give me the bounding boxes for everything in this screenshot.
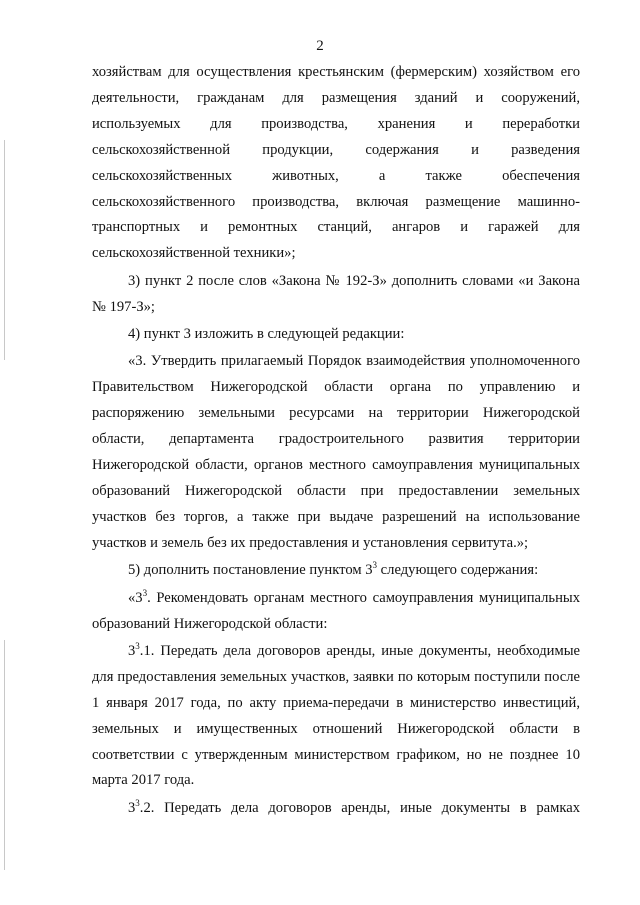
superscript: 3 xyxy=(142,587,148,598)
paragraph-item-3: 3) пункт 2 после слов «Закона № 192-З» дополнить словами «и Закона № 197-З»; xyxy=(92,272,580,315)
paragraph-item-4: 4) пункт 3 изложить в следующей редакции: xyxy=(128,326,405,343)
paragraph-text: 3 xyxy=(128,642,136,659)
paragraph-continuation: хозяйствам для осуществления крестьянским (фермерским) хозяйством его деятельности, гражданам для размещения зданий и сооружений, используемых для производства, хранения и переработки сельскохозяйственной продукции, содержания и разведения сельскохозяйственных животных, а также обеспечения сельскохозяйственного производства, включая размещение машинно-транспортных и ремонтных станций, ангаров и гаражей для сельскохозяйственной техники»; xyxy=(92,64,580,262)
paragraph-text: 5) дополнить постановление пунктом 3 xyxy=(128,562,373,579)
paragraph-text: .1. Передать дела договоров аренды, иные документы, необходимые для предоставления земельных участков, заявки по которым поступили после 1 января 2017 года, по акту приема-передачи в министерство инвестиций, земельных и имущественных отношений Нижегородской области в соответствии с утвержденным министерством графиком, но не позднее 10 марта 2017 года. xyxy=(92,642,580,789)
paragraph-text: .2. Передать дела договоров аренды, иные документы в рамках xyxy=(139,799,580,816)
paragraph-clause-3-3 xyxy=(92,586,580,638)
paragraph-text: следующего содержания: xyxy=(377,562,539,579)
superscript: 3 xyxy=(135,640,140,651)
superscript: 3 xyxy=(135,797,140,808)
document-body xyxy=(92,60,580,822)
paragraph-clause-3-3-1 xyxy=(92,639,580,794)
paragraph-text: . Рекомендовать органам местного самоуправления муниципальных образований Нижегородской области: xyxy=(92,589,580,632)
scan-edge-mark xyxy=(4,140,5,360)
page-number: 2 xyxy=(316,38,324,54)
paragraph-clause-3: «3. Утвердить прилагаемый Порядок взаимодействия уполномоченного Правительством Нижегородской области органа по управлению и распоряжению земельными ресурсами на территории Нижегородской области, департамента градостроительного развития территории Нижегородской области, органов местного самоуправления муниципальных образований Нижегородской области при предоставлении земельных участков без торгов, а также при выдаче разрешений на использование участков и земель без их предоставления и установления сервитута.»; xyxy=(92,353,580,551)
superscript: 3 xyxy=(372,560,378,571)
paragraph-item-5 xyxy=(92,558,580,584)
paragraph-text: «3 xyxy=(128,589,143,606)
paragraph-text: 3 xyxy=(128,799,136,816)
scan-edge-mark xyxy=(4,640,5,870)
paragraph-clause-3-3-2 xyxy=(92,796,580,822)
